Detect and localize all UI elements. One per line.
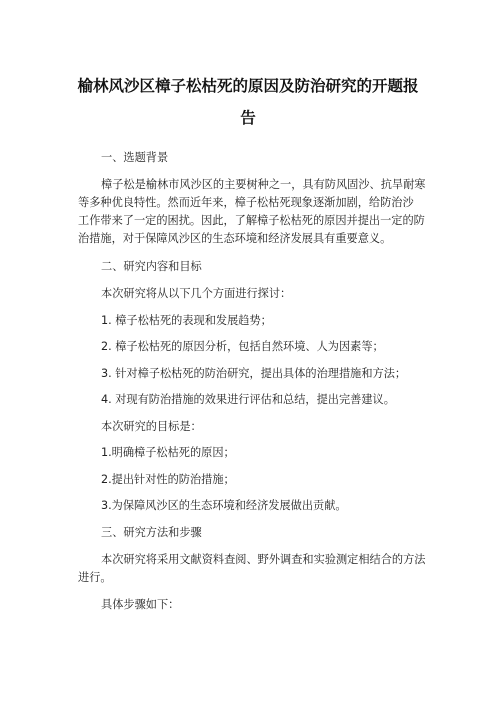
section-2-goal-intro: 本次研究的目标是： — [101, 420, 202, 433]
section-2-heading: 二、研究内容和目标 — [101, 260, 202, 273]
section-1-paragraph-line: 治措施，对于保障风沙区的生态环境和经济发展具有重要意义。 — [78, 232, 392, 245]
section-2-goal-item: 2.提出针对性的防治措施； — [101, 473, 235, 486]
section-2-list-item: 4. 对现有防治措施的效果进行评估和总结，提出完善建议。 — [101, 393, 395, 406]
section-3-paragraph-line: 本次研究将采用文献资料查阅、野外调查和实验测定相结合的方法 — [101, 553, 426, 566]
section-1-paragraph-line: 等多种优良特性。然而近年来，樟子松枯死现象逐渐加剧，给防治沙 — [78, 196, 414, 209]
document-title-line-2: 告 — [240, 109, 256, 127]
section-1-paragraph-line: 工作带来了一定的困扰。因此，了解樟子松枯死的原因并提出一定的防 — [78, 214, 425, 227]
section-3-steps-intro: 具体步骤如下： — [101, 598, 180, 611]
document-title-line-1: 榆林风沙区樟子松枯死的原因及防治研究的开题报 — [77, 77, 419, 95]
section-1-heading: 一、选题背景 — [101, 151, 169, 164]
section-1-paragraph-line: 樟子松是榆林市风沙区的主要树种之一，具有防风固沙、抗旱耐寒 — [101, 178, 426, 191]
section-2-intro: 本次研究将从以下几个方面进行探讨： — [101, 287, 292, 300]
section-3-heading: 三、研究方法和步骤 — [101, 526, 202, 539]
section-2-goal-item: 3.为保障风沙区的生态环境和经济发展做出贡献。 — [101, 499, 347, 512]
section-2-list-item: 1. 樟子松枯死的表现和发展趋势； — [101, 314, 272, 327]
section-3-paragraph-line: 进行。 — [78, 571, 112, 584]
section-2-goal-item: 1.明确樟子松枯死的原因； — [101, 446, 235, 459]
section-2-list-item: 2. 樟子松枯死的原因分析，包括自然环境、人为因素等； — [101, 340, 384, 353]
section-2-list-item: 3. 针对樟子松枯死的防治研究，提出具体的治理措施和方法； — [101, 367, 407, 380]
